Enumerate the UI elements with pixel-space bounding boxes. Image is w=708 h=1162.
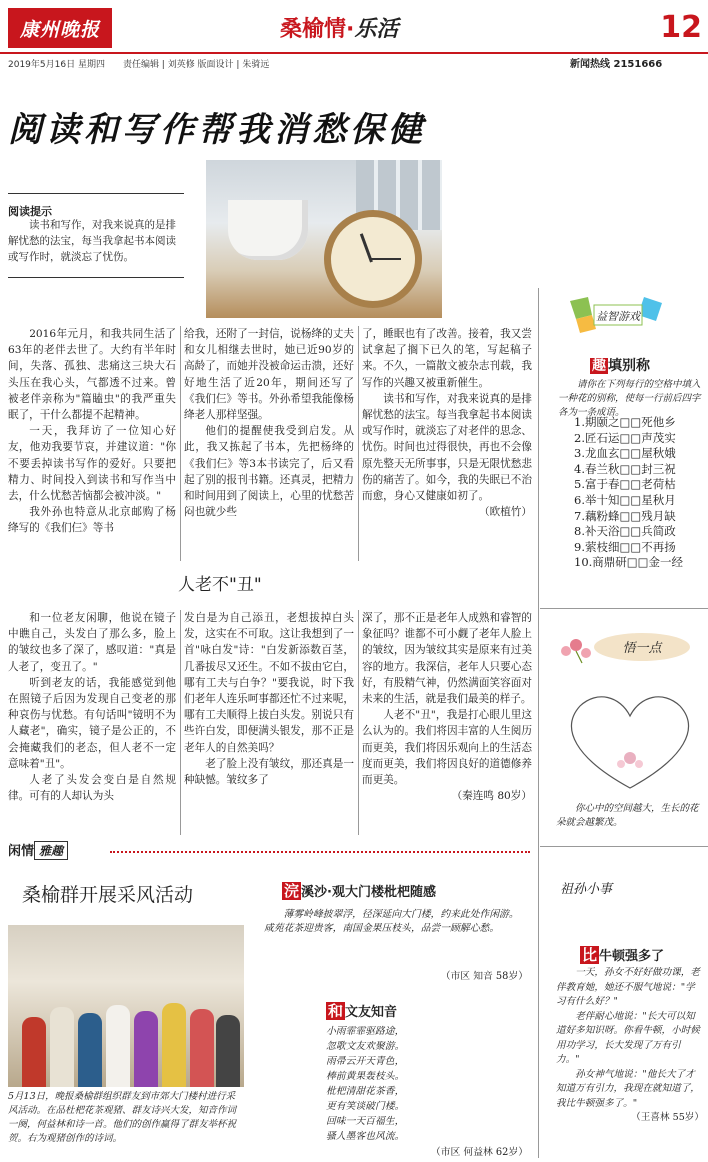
feature2-column-2 [184,610,354,788]
poem-line: 骚人墨客也风流。 [326,1131,405,1142]
poem2-title-initial: 和 [328,1002,344,1020]
list-item: 3.龙血玄□□屋秋娥 [574,446,676,461]
wu-title [552,625,692,665]
activity-headline: 桑榆群开展采风活动 [22,884,194,906]
lead-rule-bottom [8,277,184,278]
puzzle-title-initial: 趣 [592,358,606,374]
poem2-signature: （市区 何益林 62岁） [430,1147,528,1158]
list-item: 7.藕粉蜂□□残月缺 [574,508,676,523]
feature-column-2 [184,326,354,520]
paragraph: 一天，我拜访了一位知心好友，他劝我要节哀，并建议道："你不要丢掉读书写作的爱好。只要把精力、时间投入到读书和写作当中去，什么忧愁苦恼都会被冲淡。" [8,425,176,503]
feature-column-1 [8,326,176,537]
signature: （欧植竹） [479,506,532,519]
niu-title-rest: 牛顿强多了 [599,949,665,964]
poem2-body [326,1024,476,1144]
feature2-headline: 人老不"丑" [178,575,262,595]
lead-text: 读书和写作，对我来说真的是排解忧愁的法宝，每当我拿起书本阅读或写作时，就淡忘了忧伤。 [8,219,176,263]
poem1-title-initial: 浣 [284,882,300,900]
paragraph: 发白是为自己添丑，老想拔掉白头发，这实在不可取。这让我想到了一首"咏白发"诗："白发新添数百茎，几番拔尽又还生。不如不拔由它白，哪有工夫与白争？"要我说，时下我们老年人连乐呵事都还忙不过来呢，哪有工夫顺得上拔白头发。别说只有些许白发，即便满头银发，那不正是老年人的自然美吗？ [184,612,354,754]
column-tag-box: 雅趣 [34,841,68,860]
paragraph: 2016年元月，和我共同生活了63年的老伴去世了。大约有半年时间，失落、孤独、悲痛这三块大石头压在我心头，气都透不过来。曾被老伴亲称为"篇瞌虫"的我严重失眠了，干什么都提不起精神。 [8,328,176,422]
paragraph: 我外孙也特意从北京邮购了杨绛写的《我们仨》等书 [8,506,176,535]
column-divider [358,326,359,561]
dotted-divider [110,851,530,853]
section-title [280,12,450,43]
clock-photo [206,160,442,318]
lead-label: 阅读提示 [8,205,52,218]
poem-line: 回味一天百福生， [326,1116,405,1127]
poem2-title-rest: 文友知音 [345,1005,398,1020]
puzzle-title [590,355,650,375]
poem-line: 忽歌文友欢聚游。 [326,1041,405,1052]
date-line: 2019年5月16日 星期四 责任编辑 | 刘英修 版面设计 | 朱骑远 [8,60,270,70]
poem-line: 小雨霏霏驱路途， [326,1026,405,1037]
list-item: 5.富于春□□老荷枯 [574,477,676,492]
hotline: 新闻热线 2151666 [570,59,663,70]
paragraph: 深了，那不正是老年人成熟和睿智的象征吗？谁都不可小觑了老年人脸上的皱纹，因为皱纹其实是原来有过美容的地方。我深信，老年人只要心态好，有股精气神，仍然满面笑容面对未来的生活，就是我们最美的样子。 [362,612,532,706]
list-item: 8.补天浴□□兵简政 [574,524,676,539]
niu-title-initial: 比 [582,946,598,964]
list-item: 9.萦枝细□□不再扬 [574,539,676,554]
paragraph: 和一位老友闲聊，他说在镜子中瞧自己，头发白了那么多，脸上的皱纹也多了深了，感叹道："真是人老了，变丑了。" [8,612,176,673]
paragraph: 人老了头发会变白是自然规律。可有的人却认为头 [8,774,176,803]
main-headline: 阅读和写作帮我消愁保健 [8,110,426,150]
list-item: 4.春兰秋□□封三祝 [574,461,676,476]
poem-line: 棒前黄果轰枝头。 [326,1071,405,1082]
column-divider [358,610,359,835]
puzzle-list [574,415,704,571]
poem-line: 更有笑谈破门楼。 [326,1101,405,1112]
list-item: 1.期颐之□□死他乡 [574,415,676,429]
section-dot: · [346,17,355,42]
heart-caption: 你心中的空间越大，生长的花朵就会越繁茂。 [556,803,699,828]
signature: （王喜林 55岁） [631,1112,704,1123]
sidebar-divider [540,608,708,609]
paragraph: 读书和写作，对我来说真的是排解忧愁的法宝。每当我拿起书本阅读或写作时，就淡忘了对老伴的思念、忧伤。时间也过得很快，再也不会像原先整天无所事事，只是无限忧愁悲伤的痛苦了。如今，我的失眠已不治而愈，身心又健康如初了。 [362,392,532,503]
list-item: 2.匠石运□□声茂实 [574,430,676,445]
paragraph: 听到老友的话，我能感觉到他在照镜子后因为发现自己变老的那种哀伤与忧愁。有句话叫"镜明不为人藏老"，确实，镜子是公正的，不会掩藏我们的老态，但人老不一定意味着"丑"。 [8,676,176,770]
poem-line: 雨帚云开天青色， [326,1056,405,1067]
puzzle-logo-text: 益智游戏 [596,310,640,323]
sidebar-divider [540,846,708,847]
poem1-body: 薄雾岭峰披翠浮，径深延向大门楼，约来此处作闲游。 咸苑花茶迎贵客，南国金果压枝头，品尝一顾解心愁。 [264,909,534,934]
heart-illustration [555,688,705,798]
column-tag-label: 闲情 [8,844,35,859]
list-item: 10.商鼎研□□金一经 [574,555,684,570]
poem1-title [282,880,436,901]
group-photo [8,925,244,1087]
wu-title-text: 悟一点 [622,641,662,656]
niu-title [580,944,664,965]
paragraph: 给我，还附了一封信，说杨绛的丈夫和女儿相继去世时，她已近90岁的高龄了，而她并没被命运击溃，还好好地生活了近20年，期间还写了《我们仨》等书。外孙希望我能像杨绛老人那样坚强。 [184,328,354,422]
column-divider [180,610,181,835]
section-main: 桑榆情 [280,17,347,42]
list-item: 6.举十知□□星秋月 [574,492,676,507]
section-style: 乐活 [354,16,399,42]
photo-caption: 5月13日，晚报桑榆群组织群友到市郊大门楼村进行采风活动。在品杜杷花茶观猪、群友诗兴大发，知音作词一阕，何益林和诗一首。他们的创作赢得了群友举杯祝贺。右为观猪创作的诗词。 [8,1091,237,1144]
paragraph: 孙女神气地说："他长大了才知道万有引力，我现在就知道了，我比牛顿强多了。" [556,1068,700,1109]
top-rule [0,52,708,54]
paragraph: 老了脸上没有皱纹，那还真是一种缺憾。皱纹多了 [184,757,354,787]
column-tag [8,840,68,860]
niu-body [556,966,704,1126]
poem2-title [326,1000,397,1021]
column-divider [180,326,181,561]
poem1-title-rest: 溪沙·观大门楼枇杷随感 [301,885,436,900]
sidebar-border [538,288,539,1158]
feature2-column-3 [362,610,532,804]
signature: （秦连鸣 80岁） [451,790,532,803]
lead-rule-top [8,193,184,194]
poem-line: 枇杷清甜花茶香， [326,1086,405,1097]
paragraph: 一天，孙女不好好做功课，老伴教育她，她还不服气地说："学习有什么好？" [556,967,700,1007]
feature2-column-1 [8,610,176,804]
paragraph: 老伴耐心地说："长大可以知道好多知识呀。你看牛顿，小时候用功学习，长大发现了万有引力。" [556,1010,700,1065]
newspaper-logo: 康州晚报 [8,8,112,48]
paragraph: 人老不"丑"，我是打心眼儿里这么认为的。我们将因丰富的人生阅历而更美，我们将因乐观向上的生活态度而更美，我们将因良好的道德修养而更美。 [362,709,532,787]
puzzle-title-rest: 填别称 [608,358,650,374]
paragraph: 了，睡眠也有了改善。接着，我又尝试拿起了搁下已久的笔，写起稿子来。不久，一篇散文被杂志刊载，我写作的兴趣又被重新催生。 [362,328,532,389]
feature-column-3 [362,326,532,520]
puzzle-logo [566,293,666,337]
puzzle-intro: 请你在下列每行的空格中填入一种花的别称，使每一行前后四字各为一条成语。 [558,379,701,418]
zs-title: 祖孙小事 [560,882,613,897]
page-number: 12 [660,10,702,45]
paragraph: 他们的提醒使我受到启发。从此，我又拣起了书本，先把杨绛的《我们仨》等3本书读完了，后又看起了别的报刊书籍。还真灵，把精力和时间用到了阅读上，心里的忧愁苦闷也就少些 [184,425,354,519]
poem1-signature: （市区 知音 58岁） [440,971,528,982]
